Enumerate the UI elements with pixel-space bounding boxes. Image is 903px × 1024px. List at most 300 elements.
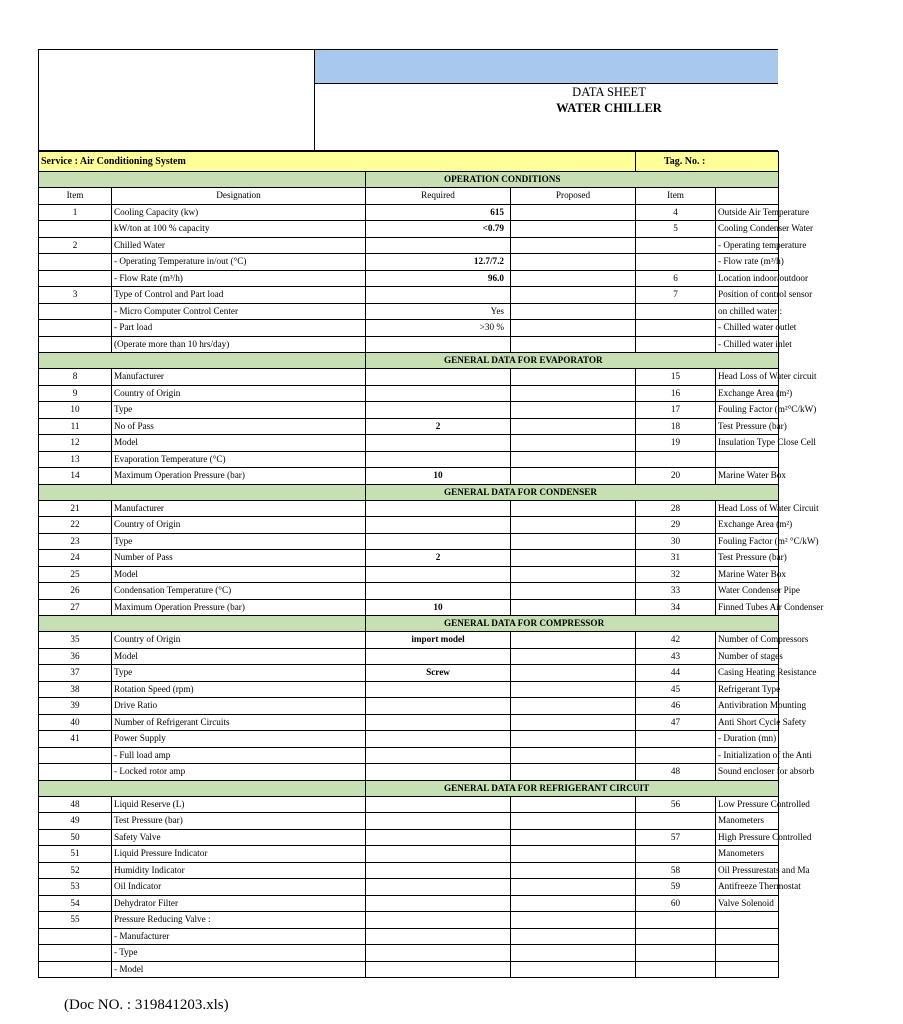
service-label: Service : Air Conditioning System [39,152,636,172]
table-cell: 9 [39,385,112,402]
table-cell [39,254,112,271]
table-cell: Liquid Reserve (L) [112,796,366,813]
table-cell [511,747,636,764]
section-title: GENERAL DATA FOR REFRIGERANT CIRCUIT [366,780,779,796]
table-cell: High Pressure Controlled [716,829,779,846]
table-cell: (Operate more than 10 hrs/day) [112,336,366,353]
table-cell: 45 [636,681,716,698]
table-row [39,862,779,879]
table-cell: Condensation Temperature (°C) [112,583,366,600]
tag-number-label: Tag. No. : [636,152,779,172]
table-cell [366,747,511,764]
title-line-2: WATER CHILLER [556,101,662,115]
table-cell: >30 % [366,320,511,337]
table-row [39,418,779,435]
sheet-header [38,49,778,151]
table-cell: Type of Control and Part load [112,287,366,304]
table-cell: Casing Heating Resistance [716,665,779,682]
table-cell [366,681,511,698]
table-cell: 24 [39,550,112,567]
table-cell: Safety Valve [112,829,366,846]
table-row [39,204,779,221]
table-cell: 2 [39,237,112,254]
section-title: GENERAL DATA FOR CONDENSER [366,484,779,500]
table-cell: Maximum Operation Pressure (bar) [112,599,366,616]
table-cell [366,846,511,863]
table-cell: 615 [366,204,511,221]
table-cell [636,237,716,254]
table-cell [511,435,636,452]
table-cell: 47 [636,714,716,731]
table-cell: Country of Origin [112,517,366,534]
table-cell [511,813,636,830]
table-cell: Finned Tubes Air Condenser [716,599,779,616]
table-row [39,648,779,665]
table-cell: - Full load amp [112,747,366,764]
table-cell: Screw [366,665,511,682]
table-cell: Marine Water Box [716,468,779,485]
table-cell [39,764,112,781]
section-title: GENERAL DATA FOR COMPRESSOR [366,616,779,632]
table-cell: 48 [636,764,716,781]
table-cell [511,418,636,435]
table-cell: Drive Ratio [112,698,366,715]
table-row [39,468,779,485]
table-cell: <0.79 [366,221,511,238]
section-header [39,780,779,796]
table-cell: 8 [39,369,112,386]
section-title: GENERAL DATA FOR EVAPORATOR [366,353,779,369]
table-cell: 31 [636,550,716,567]
table-cell [39,928,112,945]
table-cell: 52 [39,862,112,879]
table-row [39,928,779,945]
table-cell [636,731,716,748]
table-row [39,879,779,896]
section-spacer [39,353,366,369]
table-cell: Evaporation Temperature (°C) [112,451,366,468]
table-cell [366,895,511,912]
table-cell: 21 [39,500,112,517]
table-row [39,385,779,402]
table-cell: Yes [366,303,511,320]
table-cell: - Initialization of the Anti [716,747,779,764]
table-cell: Type [112,665,366,682]
table-cell [39,747,112,764]
table-row [39,912,779,929]
table-cell: Position of control sensor [716,287,779,304]
table-cell: Number of stages [716,648,779,665]
table-cell [511,533,636,550]
table-cell: Model [112,566,366,583]
table-cell [511,500,636,517]
table-cell: Power Supply [112,731,366,748]
spec-table [38,151,824,978]
table-cell: Number of Refrigerant Circuits [112,714,366,731]
table-cell: 50 [39,829,112,846]
table-cell: 19 [636,435,716,452]
table-cell: 18 [636,418,716,435]
table-cell [366,928,511,945]
table-cell: - Model [112,961,366,978]
section-header [39,353,779,369]
table-cell [511,566,636,583]
section-header [39,616,779,632]
table-cell: 46 [636,698,716,715]
table-cell [511,829,636,846]
table-cell: Oil Pressurestats and Ma [716,862,779,879]
table-row [39,287,779,304]
table-cell: Manometers [716,846,779,863]
table-cell: Sound encloser for absorb [716,764,779,781]
table-cell [366,500,511,517]
table-cell [366,813,511,830]
table-row [39,583,779,600]
table-cell: 51 [39,846,112,863]
table-cell: Manufacturer [112,500,366,517]
table-row [39,747,779,764]
table-cell [636,912,716,929]
section-title: OPERATION CONDITIONS [366,172,779,188]
table-row [39,895,779,912]
table-cell [511,221,636,238]
table-cell [636,303,716,320]
table-cell [366,714,511,731]
table-cell: 10 [366,599,511,616]
table-row [39,961,779,978]
table-cell: Antifreeze Thermostat [716,879,779,896]
table-cell: Test Pressure (bar) [112,813,366,830]
table-cell [511,385,636,402]
table-cell: on chilled water : [716,303,779,320]
table-cell [366,451,511,468]
table-cell [511,517,636,534]
table-cell: Liquid Pressure Indicator [112,846,366,863]
section-header [39,484,779,500]
table-cell: - Chilled water outlet [716,320,779,337]
table-cell [366,533,511,550]
service-row [39,152,779,172]
table-cell [366,566,511,583]
table-cell: kW/ton at 100 % capacity [112,221,366,238]
section-spacer [39,484,366,500]
table-cell [366,385,511,402]
table-cell [366,287,511,304]
table-cell: 30 [636,533,716,550]
table-cell: 39 [39,698,112,715]
table-cell [511,369,636,386]
table-row [39,599,779,616]
table-cell [511,599,636,616]
table-cell: Cooling Condenser Water [716,221,779,238]
table-row [39,714,779,731]
table-cell [366,879,511,896]
table-cell: Type [112,402,366,419]
table-cell: Country of Origin [112,385,366,402]
table-cell [511,237,636,254]
table-cell: 58 [636,862,716,879]
table-cell [511,451,636,468]
table-cell: Number of Pass [112,550,366,567]
table-cell: 44 [636,665,716,682]
table-cell: 32 [636,566,716,583]
table-cell: Manometers [716,813,779,830]
table-cell: Manufacturer [112,369,366,386]
table-cell: Dehydrator Filter [112,895,366,912]
table-row [39,435,779,452]
table-cell [511,681,636,698]
table-cell: - Type [112,945,366,962]
section-spacer [39,172,366,188]
table-row [39,221,779,238]
table-cell [511,895,636,912]
table-cell: Low Pressure Controlled [716,796,779,813]
table-cell [716,912,779,929]
table-cell [511,550,636,567]
table-cell [366,731,511,748]
table-cell: Pressure Reducing Valve : [112,912,366,929]
data-sheet [38,49,824,978]
section-header [39,172,779,188]
table-cell [511,796,636,813]
table-cell: - Manufacturer [112,928,366,945]
table-cell: 15 [636,369,716,386]
table-cell: Refrigerant Type [716,681,779,698]
table-cell: 49 [39,813,112,830]
table-cell [636,451,716,468]
table-cell: - Chilled water inlet [716,336,779,353]
table-cell [39,270,112,287]
table-cell: 57 [636,829,716,846]
table-cell: 10 [366,468,511,485]
table-cell [366,961,511,978]
section-spacer [39,616,366,632]
table-cell: 4 [636,204,716,221]
table-cell: - Operating temperature [716,237,779,254]
table-cell [39,320,112,337]
table-cell: 37 [39,665,112,682]
table-cell [366,764,511,781]
table-cell [716,961,779,978]
table-cell: 41 [39,731,112,748]
table-cell: - Flow rate (m³/h) [716,254,779,271]
table-cell [366,583,511,600]
table-cell: Humidity Indicator [112,862,366,879]
table-cell: - Duration (mn) [716,731,779,748]
table-cell [366,829,511,846]
table-cell: Water Condenser Pipe [716,583,779,600]
table-cell [511,846,636,863]
table-cell: 2 [366,550,511,567]
table-cell: Maximum Operation Pressure (bar) [112,468,366,485]
table-row [39,698,779,715]
table-cell: 5 [636,221,716,238]
table-cell: - Micro Computer Control Center [112,303,366,320]
table-row [39,533,779,550]
table-cell [366,912,511,929]
table-cell: 13 [39,451,112,468]
title-line-1: DATA SHEET [572,85,646,99]
table-cell [366,369,511,386]
table-row [39,829,779,846]
table-cell: Model [112,648,366,665]
table-row [39,731,779,748]
table-cell [511,204,636,221]
table-cell: Head Loss of Water circuit [716,369,779,386]
table-cell: Fouling Factor (m² °C/kW) [716,533,779,550]
table-cell: 43 [636,648,716,665]
table-cell: - Operating Temperature in/out (°C) [112,254,366,271]
table-row [39,566,779,583]
table-cell: 34 [636,599,716,616]
table-cell [39,945,112,962]
table-cell: Insulation Type Close Cell [716,435,779,452]
table-cell: 11 [39,418,112,435]
table-row [39,764,779,781]
table-cell: 59 [636,879,716,896]
table-cell [511,303,636,320]
table-cell: - Flow Rate (m³/h) [112,270,366,287]
table-cell [511,764,636,781]
table-cell: Antivibration Mounting [716,698,779,715]
table-cell [511,714,636,731]
table-cell [511,648,636,665]
table-cell [366,945,511,962]
table-row [39,402,779,419]
table-cell [366,237,511,254]
table-cell [716,928,779,945]
table-cell [636,928,716,945]
table-cell: - Locked rotor amp [112,764,366,781]
table-cell: 26 [39,583,112,600]
table-cell: 40 [39,714,112,731]
section-spacer [39,780,366,796]
table-cell: 29 [636,517,716,534]
table-cell [511,698,636,715]
table-cell: 2 [366,418,511,435]
column-header-required: Required [366,188,511,205]
table-cell: 25 [39,566,112,583]
table-cell: 56 [636,796,716,813]
table-cell: Country of Origin [112,632,366,649]
table-cell: Exchange Area (m²) [716,517,779,534]
table-cell [39,961,112,978]
table-cell [511,402,636,419]
table-row [39,500,779,517]
table-cell [511,731,636,748]
table-cell [366,698,511,715]
table-cell: 28 [636,500,716,517]
table-cell: Location indoor/outdoor [716,270,779,287]
table-cell [636,846,716,863]
table-cell [511,583,636,600]
table-cell: 12 [39,435,112,452]
table-cell: 54 [39,895,112,912]
table-cell [511,270,636,287]
table-row [39,945,779,962]
table-cell [636,813,716,830]
table-row [39,254,779,271]
table-row [39,517,779,534]
table-row [39,270,779,287]
column-header-designation: Designation [112,188,366,205]
table-cell: 38 [39,681,112,698]
table-cell [511,928,636,945]
table-cell: 55 [39,912,112,929]
table-cell: 36 [39,648,112,665]
table-cell: Valve Solenoid [716,895,779,912]
table-cell: Model [112,435,366,452]
column-header-item: Item [39,188,112,205]
table-row [39,796,779,813]
table-row [39,632,779,649]
column-header-proposed: Proposed [511,188,636,205]
table-cell: 16 [636,385,716,402]
header-band [315,50,778,84]
table-cell: 6 [636,270,716,287]
table-cell: Oil Indicator [112,879,366,896]
column-header-blank [716,188,779,205]
table-cell [511,862,636,879]
doc-number: (Doc NO. : 319841203.xls) [64,997,229,1013]
table-cell [511,336,636,353]
table-cell: 7 [636,287,716,304]
table-cell [511,254,636,271]
table-cell [636,961,716,978]
table-cell: 14 [39,468,112,485]
table-cell: 17 [636,402,716,419]
table-cell [39,336,112,353]
table-cell: Marine Water Box [716,566,779,583]
table-cell: 60 [636,895,716,912]
table-cell: 20 [636,468,716,485]
table-cell: Fouling Factor (m²°C/kW) [716,402,779,419]
table-cell: Exchange Area (m²) [716,385,779,402]
table-cell: 12.7/7.2 [366,254,511,271]
title-block [315,83,778,150]
column-header-row [39,188,779,205]
table-cell [511,287,636,304]
table-row [39,681,779,698]
table-cell [366,517,511,534]
table-cell: 48 [39,796,112,813]
table-cell [636,747,716,764]
table-cell: 3 [39,287,112,304]
table-cell [511,912,636,929]
table-cell [366,336,511,353]
table-cell [366,796,511,813]
table-cell: No of Pass [112,418,366,435]
table-row [39,451,779,468]
table-cell: import model [366,632,511,649]
table-cell: 96.0 [366,270,511,287]
table-cell [636,336,716,353]
table-cell: - Part load [112,320,366,337]
table-row [39,846,779,863]
table-cell [716,945,779,962]
table-cell [39,303,112,320]
table-cell: 33 [636,583,716,600]
table-row [39,813,779,830]
table-row [39,665,779,682]
logo-area [39,50,315,150]
table-cell: Cooling Capacity (kw) [112,204,366,221]
table-cell [366,435,511,452]
table-cell [511,468,636,485]
table-cell: 27 [39,599,112,616]
table-cell [366,648,511,665]
table-cell: Chilled Water [112,237,366,254]
